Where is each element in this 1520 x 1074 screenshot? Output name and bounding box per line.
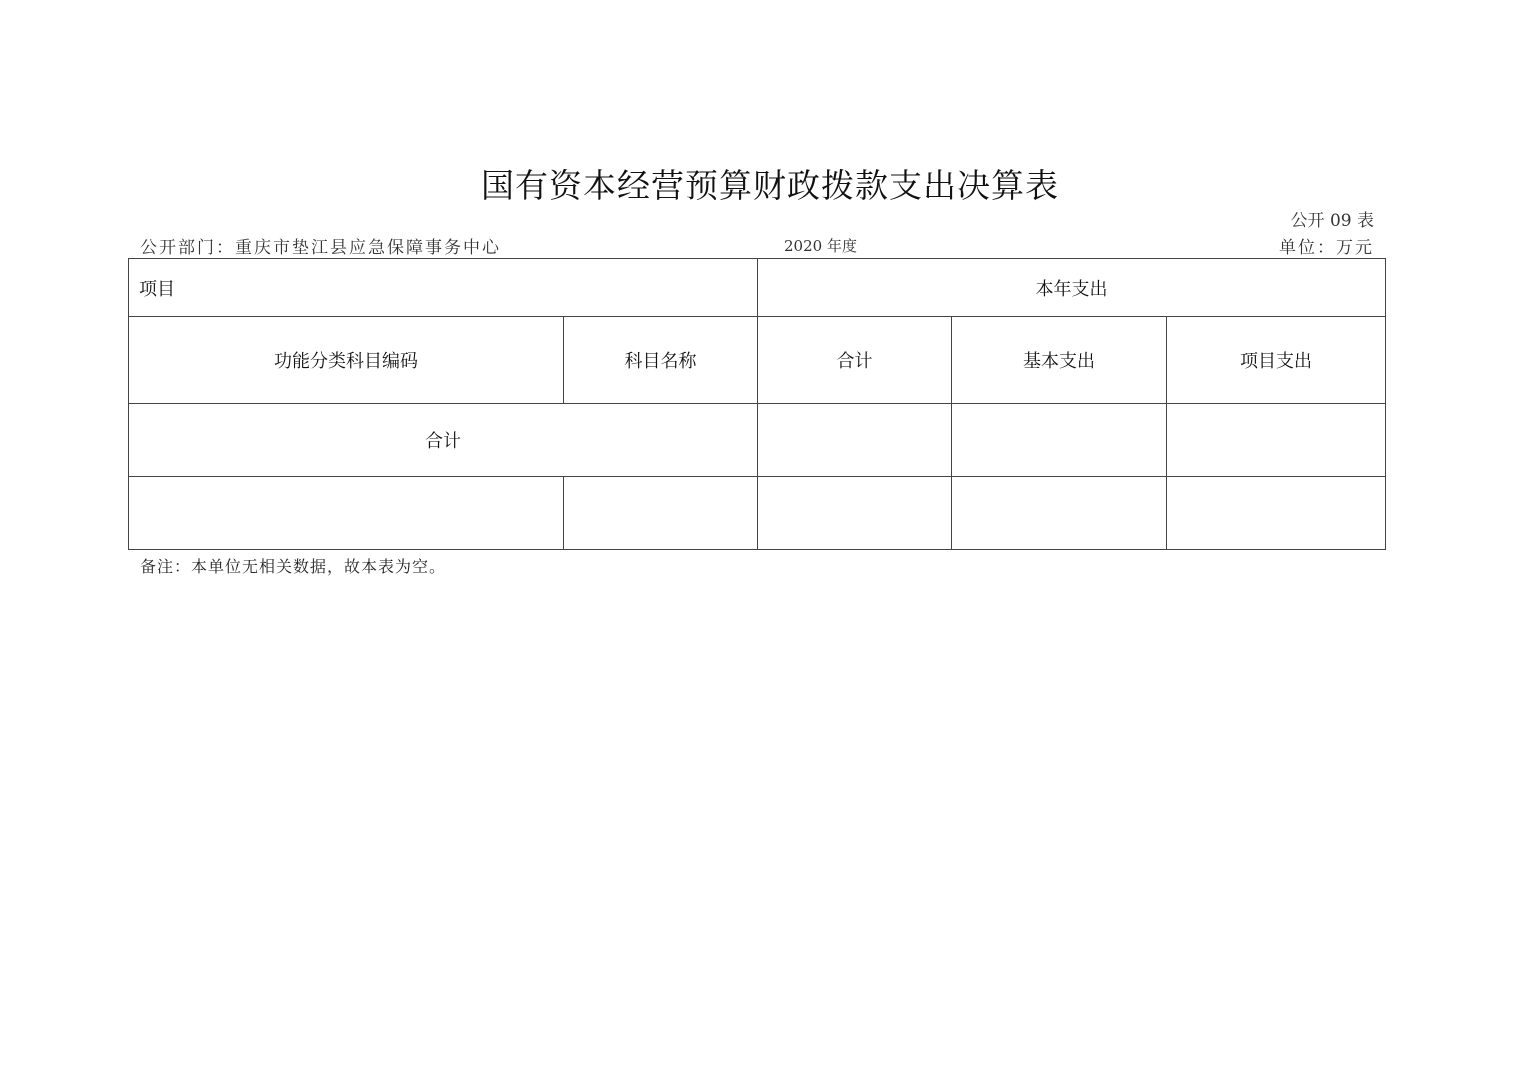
page-title: 国有资本经营预算财政拨款支出决算表	[481, 166, 1059, 205]
col-header-total: 合计	[758, 317, 952, 404]
col-header-code: 功能分类科目编码	[129, 317, 564, 404]
total-row-label: 合计	[129, 404, 758, 477]
data-row-project	[1167, 477, 1386, 550]
table-subheader-row	[129, 317, 1386, 404]
unit-label: 单位：万元	[1279, 238, 1374, 258]
col-header-project: 项目支出	[1167, 317, 1386, 404]
total-row-basic	[952, 404, 1167, 477]
budget-table	[128, 258, 1386, 550]
col-header-name: 科目名称	[564, 317, 758, 404]
table-row	[129, 477, 1386, 550]
table-header-row	[129, 259, 1386, 317]
header-item-cell: 项目	[129, 259, 758, 317]
data-row-basic	[952, 477, 1167, 550]
department-label: 公开部门：重庆市垫江县应急保障事务中心	[140, 238, 501, 258]
data-row-name	[564, 477, 758, 550]
fiscal-year: 2020 年度	[784, 237, 857, 255]
total-row-project	[1167, 404, 1386, 477]
total-row	[129, 404, 1386, 477]
form-number: 公开 09 表	[1290, 211, 1374, 231]
data-row-code	[129, 477, 564, 550]
total-row-total	[758, 404, 952, 477]
header-current-year-cell: 本年支出	[758, 259, 1386, 317]
table-note: 备注：本单位无相关数据，故本表为空。	[140, 557, 447, 576]
data-row-total	[758, 477, 952, 550]
col-header-basic: 基本支出	[952, 317, 1167, 404]
